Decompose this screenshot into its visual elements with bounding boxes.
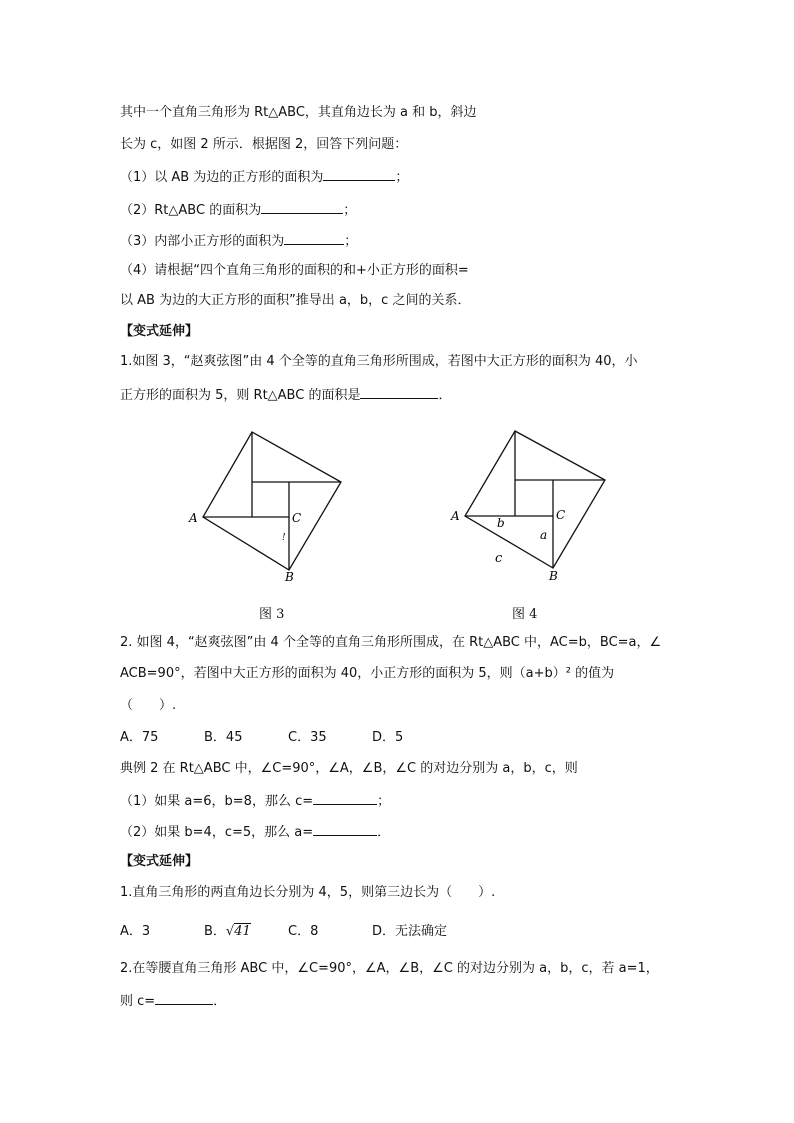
answer-blank[interactable]	[313, 791, 377, 805]
punctuation: ．	[377, 825, 391, 840]
figure-4-caption: 图 4	[512, 607, 538, 622]
option-a[interactable]: A．3	[120, 924, 151, 939]
option-d[interactable]: D．5	[372, 730, 404, 745]
answer-blank[interactable]	[360, 385, 438, 399]
question-text: （1）如果 a=6，b=8，那么 c=	[120, 794, 314, 809]
section-heading: 【变式延伸】	[120, 324, 199, 339]
punctuation: ；	[343, 203, 357, 218]
question-2	[120, 200, 356, 220]
stray-mark: !	[282, 533, 286, 543]
figure-3	[186, 424, 346, 586]
example-q1	[120, 791, 390, 811]
text-line: （ ）.	[120, 698, 177, 713]
question-1	[120, 167, 408, 187]
question-text: 正方形的面积为 5，则 Rt△ABC 的面积是	[120, 388, 361, 403]
text-line: 以 AB 为边的大正方形的面积”推导出 a，b，c 之间的关系．	[120, 293, 471, 308]
sqrt-radicand: 41	[234, 924, 251, 939]
option-d[interactable]: D．无法确定	[372, 924, 448, 939]
options-row	[120, 923, 456, 941]
answer-blank[interactable]	[284, 231, 344, 245]
answer-blank[interactable]	[155, 991, 213, 1005]
text-line: 2. 如图 4，“赵爽弦图”由 4 个全等的直角三角形所围成，在 Rt△ABC 中，AC=b，BC=a，∠	[120, 635, 662, 650]
answer-blank[interactable]	[261, 200, 343, 214]
question-text: （2）如果 b=4，c=5，那么 a=	[120, 825, 314, 840]
option-c[interactable]: C．35	[288, 730, 327, 745]
question-text: 则 c=	[120, 994, 156, 1009]
question-text: （1）以 AB 为边的正方形的面积为	[120, 170, 324, 185]
question-text: （2）Rt△ABC 的面积为	[120, 203, 262, 218]
punctuation: ．	[438, 388, 452, 403]
answer-blank[interactable]	[313, 822, 377, 836]
text-line: 1.如图 3，“赵爽弦图”由 4 个全等的直角三角形所围成，若图中大正方形的面积为 40，小	[120, 354, 638, 369]
text-line: 典例 2 在 Rt△ABC 中，∠C=90°，∠A，∠B，∠C 的对边分别为 a，b，c，则	[120, 761, 578, 776]
text-line: 其中一个直角三角形为 Rt△ABC，其直角边长为 a 和 b，斜边	[120, 105, 477, 120]
figure-4	[448, 424, 610, 586]
side-label-c: c	[495, 551, 503, 566]
punctuation: ；	[344, 234, 358, 249]
exercise-1	[120, 385, 451, 405]
answer-blank[interactable]	[323, 167, 395, 181]
exercise-2	[120, 991, 226, 1011]
option-a[interactable]: A．75	[120, 730, 159, 745]
side-label-a: a	[540, 528, 548, 542]
example-q2	[120, 822, 390, 842]
question-3	[120, 231, 357, 251]
vertex-label-c: C	[556, 508, 566, 522]
options-row	[120, 729, 456, 747]
option-label: B．	[204, 924, 226, 939]
text-line: 长为 c，如图 2 所示．根据图 2，回答下列问题：	[120, 137, 408, 152]
sqrt-symbol: √	[225, 924, 235, 939]
side-label-b: b	[497, 516, 505, 530]
option-b[interactable]	[204, 923, 288, 941]
figure-3-caption: 图 3	[259, 607, 285, 622]
vertex-label-b: B	[285, 570, 294, 584]
vertex-label-a: A	[451, 509, 460, 523]
option-c[interactable]: C．8	[288, 924, 319, 939]
question-text: （3）内部小正方形的面积为	[120, 234, 285, 249]
text-line: 1.直角三角形的两直角边长分别为 4，5，则第三边长为（ ）.	[120, 885, 496, 900]
text-line: 2.在等腰直角三角形 ABC 中，∠C=90°，∠A，∠B，∠C 的对边分别为 a，b，c，若 a=1，	[120, 961, 659, 976]
section-heading: 【变式延伸】	[120, 854, 199, 869]
punctuation: ；	[395, 170, 409, 185]
punctuation: ．	[213, 994, 227, 1009]
vertex-label-c: C	[292, 511, 302, 525]
vertex-label-a: A	[189, 511, 198, 525]
punctuation: ；	[377, 794, 391, 809]
vertex-label-b: B	[549, 569, 558, 583]
option-b[interactable]: B．45	[204, 730, 243, 745]
text-line: ACB=90°，若图中大正方形的面积为 40，小正方形的面积为 5，则（a+b）² 的值为	[120, 666, 615, 681]
text-line: （4）请根据“四个直角三角形的面积的和+小正方形的面积=	[120, 263, 469, 278]
